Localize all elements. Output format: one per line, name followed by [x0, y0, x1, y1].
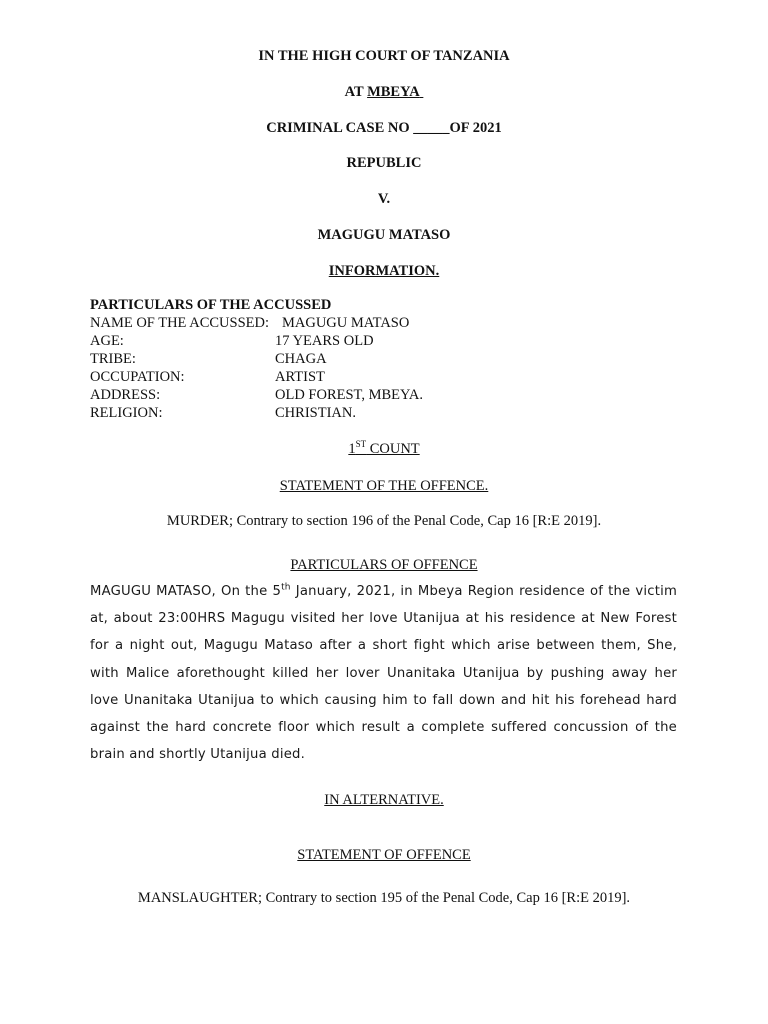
row-value: OLD FOREST, MBEYA. [275, 387, 423, 403]
statement-manslaughter: MANSLAUGHTER; Contrary to section 195 of the Penal Code, Cap 16 [R:E 2019]. [137, 890, 631, 906]
date-suffix: th [281, 582, 291, 593]
statement-heading: STATEMENT OF THE OFFENCE. [279, 478, 489, 494]
count-heading [0, 440, 768, 458]
row-label: NAME OF THE ACCUSSED: [90, 315, 269, 331]
statement-murder: MURDER; Contrary to section 196 of the Penal Code, Cap 16 [R:E 2019]. [166, 513, 602, 529]
count-suffix: ST [355, 439, 367, 450]
court-title: IN THE HIGH COURT OF TANZANIA [258, 48, 510, 64]
row-value: ARTIST [275, 369, 325, 385]
row-value: CHAGA [275, 351, 327, 367]
row-value: MAGUGU MATASO [282, 315, 410, 331]
case-number: CRIMINAL CASE NO _____OF 2021 [266, 120, 502, 136]
particulars-heading: PARTICULARS OF THE ACCUSSED [90, 297, 332, 313]
row-label: ADDRESS: [90, 387, 161, 403]
party-republic: REPUBLIC [346, 155, 422, 171]
row-label: TRIBE: [90, 351, 136, 367]
versus: V. [377, 191, 391, 207]
document-type: INFORMATION. [328, 263, 440, 279]
count-number: 1 [348, 441, 356, 457]
count-word: COUNT [366, 441, 420, 457]
party-accused: MAGUGU MATASO [317, 227, 451, 243]
row-value: 17 YEARS OLD [275, 333, 374, 349]
location-name: MBEYA [367, 84, 420, 100]
alt-statement-heading: STATEMENT OF OFFENCE [297, 847, 471, 863]
row-label: OCCUPATION: [90, 369, 185, 385]
alternative-heading: IN ALTERNATIVE. [324, 792, 444, 808]
court-location [0, 83, 768, 101]
offence-particulars-paragraph: MAGUGU MATASO, On the 5th January, 2021, in Mbeya Region residence of the victim at, about 23:00HRS Magugu visited her love Utanijua at his residence at New Forest for a night out, Magugu Mataso after a short fight which arise between them, She, with Malice aforethought killed her lover Unanitaka Utanijua by pushing away her love Unanitaka Utanijua to which causing him to fall down and hit his forehead hard against the hard concrete floor which result a complete suffered concussion of the brain and shortly Utanijua died. [90, 582, 677, 763]
particulars-of-offence-heading: PARTICULARS OF OFFENCE [290, 557, 478, 573]
at-prefix: AT [344, 84, 368, 100]
row-label: AGE: [90, 333, 124, 349]
row-label: RELIGION: [90, 405, 163, 421]
row-value: CHRISTIAN. [275, 405, 356, 421]
